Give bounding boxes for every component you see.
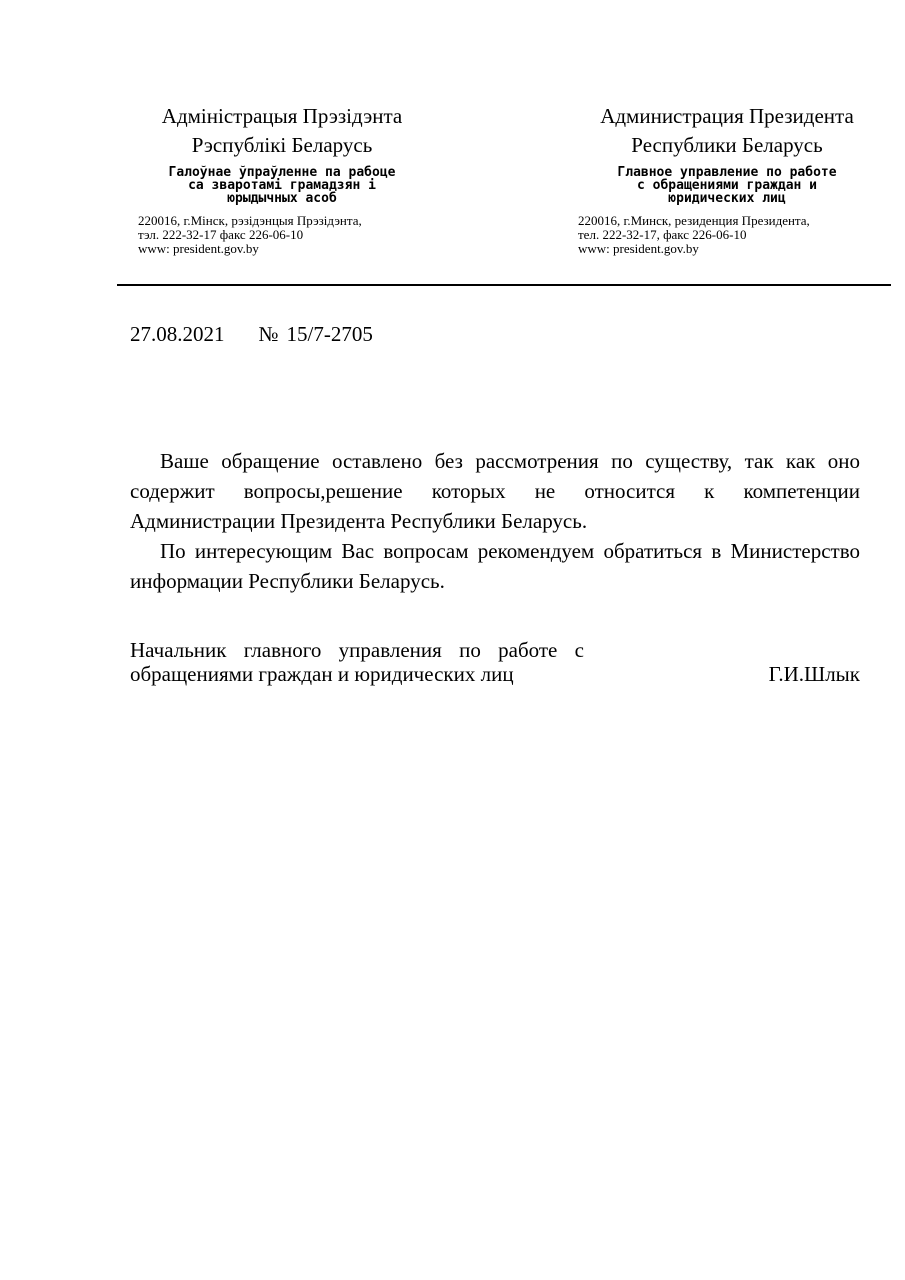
signature-block <box>130 638 860 686</box>
org-name-be <box>132 102 432 160</box>
website: www: president.gov.by <box>578 241 699 256</box>
department-name-ru <box>572 166 882 205</box>
phone-fax: тэл. 222-32-17 факс 226-06-10 <box>138 227 304 242</box>
org-line-2: Республики Беларусь <box>631 133 823 157</box>
dept-line-3: юрыдычных асоб <box>227 191 337 206</box>
contact-info-ru <box>572 214 882 256</box>
signatory-title: Начальник главного управления по работе с обращениями граждан и юридических лиц <box>130 638 584 686</box>
dept-line-3: юридических лиц <box>668 191 786 206</box>
document-number: 15/7-2705 <box>286 322 373 346</box>
phone-fax: тел. 222-32-17, факс 226-06-10 <box>578 227 747 242</box>
website: www: president.gov.by <box>138 241 259 256</box>
dept-line-2: са зваротамі грамадзян і <box>188 178 376 193</box>
letterhead-russian <box>572 102 882 256</box>
contact-info-be <box>132 214 432 256</box>
body-paragraph-1: Ваше обращение оставлено без рассмотрения по существу, так как оно содержит вопросы,решение которых не относится к компетенции Администрации Президента Республики Беларусь. <box>130 449 860 533</box>
address: 220016, г.Мінск, рэзідэнцыя Прэзідэнта, <box>138 213 362 228</box>
address: 220016, г.Минск, резиденция Президента, <box>578 213 810 228</box>
document-reference <box>130 320 373 348</box>
org-name-ru <box>572 102 882 160</box>
dept-line-2: с обращениями граждан и <box>636 178 817 193</box>
body-paragraph-2: По интересующим Вас вопросам рекомендуем обратиться в Министерство информации Республики Беларусь. <box>130 539 860 593</box>
letterhead-belarusian <box>132 102 432 256</box>
signatory-name: Г.И.Шлык <box>768 662 860 686</box>
department-name-be <box>132 166 432 205</box>
dept-line-1: Главное управление по работе <box>617 165 837 180</box>
org-line-1: Адміністрацыя Прэзідэнта <box>161 104 403 128</box>
header-divider <box>117 284 891 286</box>
org-line-2: Рэспублікі Беларусь <box>191 133 373 157</box>
number-sign: № <box>258 322 279 346</box>
document-date: 27.08.2021 <box>130 322 225 346</box>
letter-body <box>130 446 860 596</box>
dept-line-1: Галоўнае ўпраўленне па рабоце <box>168 165 396 180</box>
org-line-1: Администрация Президента <box>600 104 854 128</box>
